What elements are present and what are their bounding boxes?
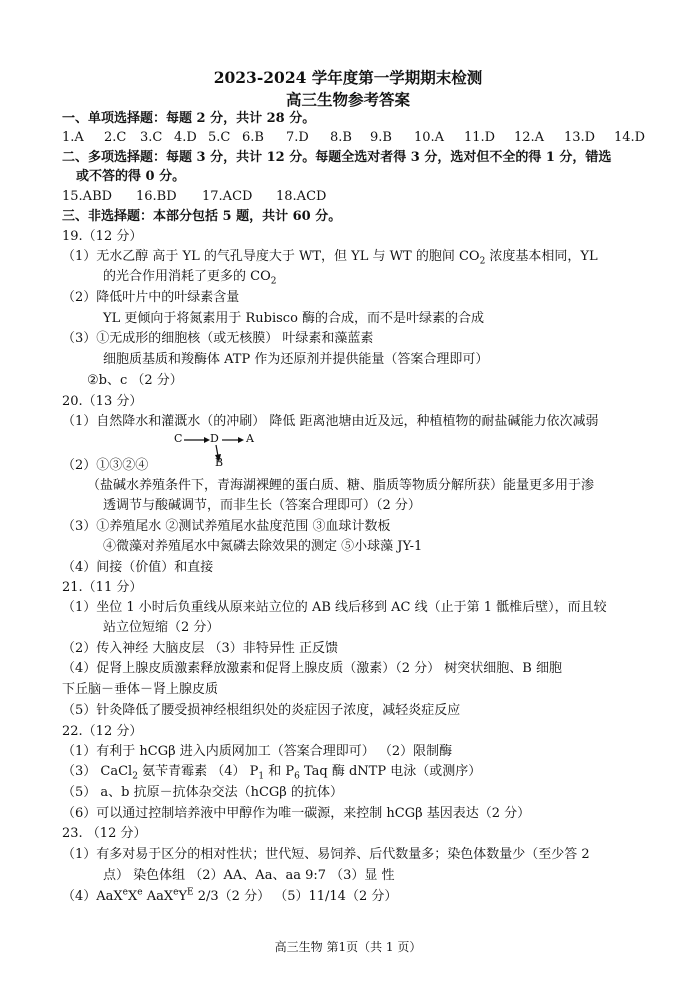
q21-answer-5: （5）针灸降低了腰受损神经根组织处的炎症因子浓度，减轻炎症反应 xyxy=(62,703,461,718)
section2-heading: 二、多项选择题：每题 3 分，共计 12 分。每题全选对者得 3 分，选对但不全的得 1 分，错选 xyxy=(62,150,612,165)
q20-answer-2-cont2: 透调节与酸碱调节，而非生长（答案合理即可）（2 分） xyxy=(103,498,421,513)
q22-answer-6: （6）可以通过控制培养液中甲醇作为唯一碳源，来控制 hCGβ 基因表达（2 分） xyxy=(62,806,531,821)
q20-answer-3-cont: ④微藻对养殖尾水中氮磷去除效果的测定 ⑤小球藻 JY-1 xyxy=(103,539,423,554)
q21-answer-4-cont: 下丘脑－垂体－肾上腺皮质 xyxy=(62,682,219,697)
q22-answer-3: （3） CaCl$_2$ 氨苄青霉素 （4） $P_1$ 和 $P_6$ Taq 酶 dNTP 电泳（或测序） xyxy=(62,764,482,782)
answer-item: 4.D xyxy=(174,130,197,145)
q19-answer-1-cont: 的光合作用消耗了更多的 $CO_2$ xyxy=(103,269,277,287)
document-title: 2023-2024 学年度第一学期期末检测 xyxy=(213,68,483,87)
answer-item: 3.C xyxy=(140,130,163,145)
q19-answer-3-part2: ②b、c （2 分） xyxy=(87,373,183,388)
diagram-label-a: A xyxy=(246,432,254,445)
q20-answer-2: （2）①③②④ xyxy=(62,458,149,473)
q23-answer-1-cont: 点） 染色体组 （2）AA、Aa、aa 9:7 （3）显 性 xyxy=(103,868,395,883)
q23-answer-4: （4）AaX$^e$Xe $AaX^eY^E$ 2/3（2 分） （5）11/14（2 分） xyxy=(62,887,398,904)
document-subtitle: 高三生物参考答案 xyxy=(285,90,410,109)
answer-item: 1.A xyxy=(62,130,84,145)
q20-answer-4: （4）间接（价值）和直接 xyxy=(62,560,214,575)
section1-answers xyxy=(62,130,645,146)
q22-answer-5: （5） a、b 抗原－抗体杂交法（hCGβ 的抗体） xyxy=(62,785,343,800)
answer-item: 18.ACD xyxy=(276,189,327,204)
q21-heading: 21.（11 分） xyxy=(62,580,143,595)
q21-answer-1-cont: 站立位短缩（2 分） xyxy=(103,620,220,635)
answer-item: 15.ABD xyxy=(62,189,113,204)
q19-answer-2-cont: YL 更倾向于将氮素用于 Rubisco 酶的合成，而不是叶绿素的合成 xyxy=(103,311,485,326)
q20-answer-2-cont: （盐碱水养殖条件下，青海湖裸鲤的蛋白质、糖、脂质等物质分解所获）能量更多用于渗 xyxy=(87,478,595,493)
q21-answer-4: （4）促肾上腺皮质激素释放激素和促肾上腺皮质（激素）（2 分） 树突状细胞、B 细胞 xyxy=(62,661,562,676)
q20-heading: 20.（13 分） xyxy=(62,394,143,409)
section1-heading: 一、单项选择题：每题 2 分，共计 28 分。 xyxy=(62,111,316,126)
page-footer: 高三生物 第1页（共 1 页） xyxy=(274,940,422,954)
q19-heading: 19.（12 分） xyxy=(62,229,143,244)
q19-answer-3: （3）①无成形的细胞核（或无核膜） 叶绿素和藻蓝素 xyxy=(62,331,374,346)
answer-item: 6.B xyxy=(242,130,264,145)
section2-heading-cont: 或不答的得 0 分。 xyxy=(76,169,186,184)
q19-answer-3-cont: 细胞质基质和羧酶体 ATP 作为还原剂并提供能量（答案合理即可） xyxy=(103,352,489,367)
q20-answer-1: （1）自然降水和灌溉水（的冲刷） 降低 距离池塘由近及远，种植植物的耐盐碱能力依次减弱 xyxy=(62,414,599,429)
q21-answer-1: （1）坐位 1 小时后负重线从原来站立位的 AB 线后移到 AC 线（止于第 1 骶椎后壁），而且较 xyxy=(62,600,607,615)
answer-item: 10.A xyxy=(414,130,445,145)
section2-answers xyxy=(62,189,326,205)
q22-heading: 22.（12 分） xyxy=(62,724,143,739)
diagram-label-c: C xyxy=(174,432,183,445)
answer-item: 17.ACD xyxy=(202,189,253,204)
q21-answer-2: （2）传入神经 大脑皮层 （3）非特异性 正反馈 xyxy=(62,641,338,656)
answer-item: 14.D xyxy=(614,130,646,145)
q19-answer-1: （1）无水乙醇 高于 YL 的气孔导度大于 WT，但 YL 与 WT 的胞间 $CO_2$ 浓度基本相同，YL xyxy=(62,249,598,267)
answer-item: 16.BD xyxy=(136,189,177,204)
q20-answer-3: （3）①养殖尾水 ②测试养殖尾水盐度范围 ③血球计数板 xyxy=(62,519,391,534)
q23-heading: 23. （12 分） xyxy=(62,826,147,841)
answer-item: 8.B xyxy=(330,130,352,145)
answer-item: 7.D xyxy=(286,130,309,145)
diagram-label-b: B xyxy=(215,456,224,469)
answer-item: 2.C xyxy=(104,130,127,145)
answer-item: 9.B xyxy=(370,130,392,145)
answer-item: 11.D xyxy=(464,130,496,145)
q19-answer-2: （2）降低叶片中的叶绿素含量 xyxy=(62,290,240,305)
food-web-diagram xyxy=(172,432,262,468)
diagram-label-d: D xyxy=(210,432,219,445)
answer-item: 12.A xyxy=(514,130,545,145)
answer-item: 5.C xyxy=(208,130,231,145)
q22-answer-1: （1）有利于 hCGβ 进入内质网加工（答案合理即可） （2）限制酶 xyxy=(62,744,453,759)
q23-answer-1: （1）有多对易于区分的相对性状；世代短、易饲养、后代数量多；染色体数量少（至少答 2 xyxy=(62,847,590,862)
answer-item: 13.D xyxy=(564,130,596,145)
section3-heading: 三、非选择题：本部分包括 5 题，共计 60 分。 xyxy=(62,209,342,224)
